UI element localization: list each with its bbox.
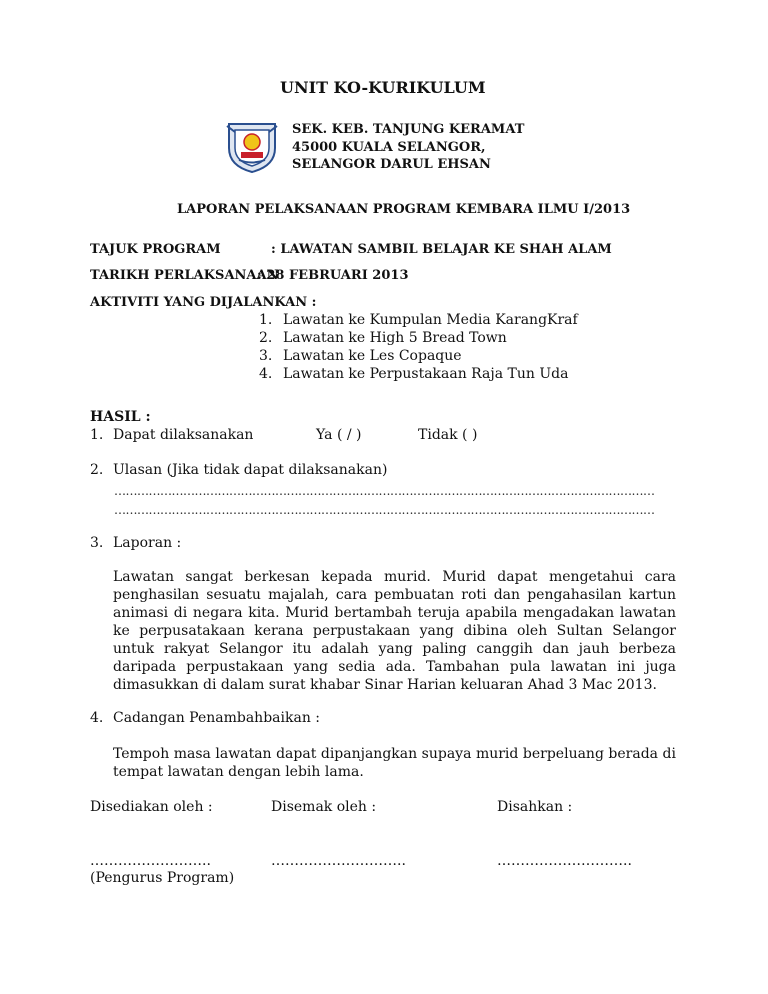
page-title: UNIT KO-KURIKULUM (280, 78, 486, 97)
cadangan-paragraph: Tempoh masa lawatan dapat dipanjangkan supaya murid berpeluang berada di tempat lawatan dengan lebih lama. (113, 746, 676, 780)
hasil-label: HASIL : (90, 409, 151, 425)
dotted-line: …………………………………………………………………………………………………………………………… (114, 503, 655, 517)
activity-item: 2. Lawatan ke High 5 Bread Town (259, 330, 507, 346)
hasil-item-number: 1. (90, 427, 104, 443)
activity-item: 1. Lawatan ke Kumpulan Media KarangKraf (259, 312, 578, 328)
disemak-label: Disemak oleh : (271, 799, 377, 815)
hasil-item-text: Ulasan (Jika tidak dapat dilaksanakan) (113, 462, 388, 478)
school-crest-icon (225, 118, 279, 174)
pengurus-label: (Pengurus Program) (90, 870, 235, 886)
aktiviti-label: AKTIVITI YANG DIJALANKAN : (90, 295, 317, 310)
dotted-line: …………………………………………………………………………………………………………………………… (114, 484, 655, 498)
tarikh-value: : 28 FEBRUARI 2013 (257, 268, 409, 283)
disediakan-label: Disediakan oleh : (90, 799, 213, 815)
activity-item: 4. Lawatan ke Perpustakaan Raja Tun Uda (259, 366, 569, 382)
hasil-item-text: Laporan : (113, 535, 182, 551)
hasil-item-number: 4. (90, 710, 104, 726)
disahkan-label: Disahkan : (497, 799, 573, 815)
report-title: LAPORAN PELAKSANAAN PROGRAM KEMBARA ILMU I/2013 (177, 202, 631, 217)
tajuk-value: : LAWATAN SAMBIL BELAJAR KE SHAH ALAM (271, 242, 612, 257)
school-address-line: 45000 KUALA SELANGOR, (292, 140, 486, 155)
school-name: SEK. KEB. TANJUNG KERAMAT (292, 122, 525, 137)
signature-line: ……………………….. (271, 853, 406, 869)
hasil-item-number: 2. (90, 462, 104, 478)
hasil-item-text: Cadangan Penambahbaikan : (113, 710, 320, 726)
school-address-line: SELANGOR DARUL EHSAN (292, 157, 491, 172)
signature-line: …………………….. (90, 853, 211, 869)
activity-item: 3. Lawatan ke Les Copaque (259, 348, 462, 364)
hasil-item-number: 3. (90, 535, 104, 551)
tidak-checkbox: Tidak ( ) (418, 427, 478, 443)
tarikh-label: TARIKH PERLAKSANAAN (90, 268, 279, 283)
hasil-item-text: Dapat dilaksanakan (113, 427, 254, 443)
signature-line: ……………………….. (497, 853, 632, 869)
ya-checkbox: Ya ( / ) (316, 427, 362, 443)
laporan-paragraph: Lawatan sangat berkesan kepada murid. Murid dapat mengetahui cara penghasilan sesuatu majalah, cara pembuatan roti dan pengahasilan kartun animasi di negara kita. Murid bertambah teruja apabila mengadakan lawatan ke perpusatakaan kerana perpustakaan yang dibina oleh Sultan Selangor untuk rakyat Selangor itu adalah yang paling canggih dan jauh berbeza daripada perpustakaan yang sedia ada. Tambahan pula lawatan ini juga dimasukkan di dalam surat khabar Sinar Harian keluaran Ahad 3 Mac 2013. (113, 569, 676, 693)
tajuk-label: TAJUK PROGRAM (90, 242, 221, 257)
